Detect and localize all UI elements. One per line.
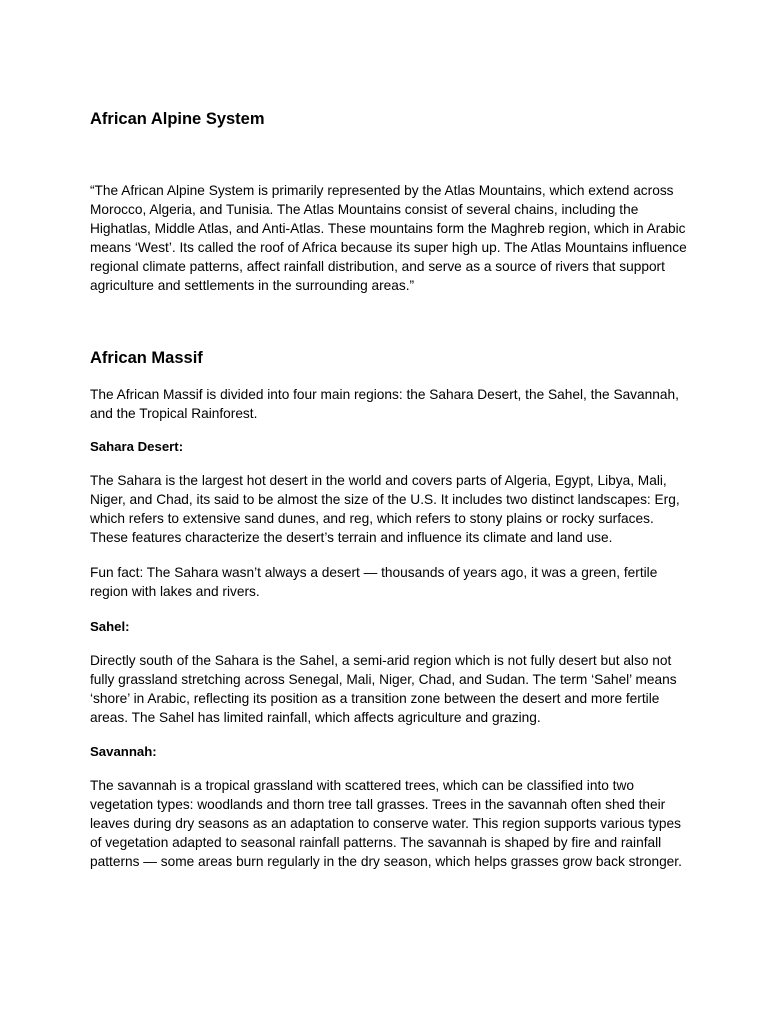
sahara-fun-fact: Fun fact: The Sahara wasn’t always a desert — thousands of years ago, it was a green, fertile region with lakes and rivers. <box>90 565 658 599</box>
massif-intro-paragraph: The African Massif is divided into four main regions: the Sahara Desert, the Sahel, the Savannah, and the Tropical Rainforest. <box>90 387 679 421</box>
savannah-paragraph: The savannah is a tropical grassland with scattered trees, which can be classified into two vegetation types: woodlands and thorn tree tall grasses. Trees in the savannah often shed their leaves during dry seasons as an adaptation to conserve water. This region supports various types of vegetation adapted to seasonal rainfall patterns. The savannah is shaped by fire and rainfall patterns — some areas burn regularly in the dry season, which helps grasses grow back stronger. <box>90 778 682 869</box>
sahara-paragraph: The Sahara is the largest hot desert in the world and covers parts of Algeria, Egypt, Libya, Mali, Niger, and Chad, its said to be almost the size of the U.S. It includes two distinct landscapes: Erg, which refers to extensive sand dunes, and reg, which refers to stony plains or rocky surfaces. These features characterize the desert’s terrain and influence its climate and land use. <box>90 473 680 545</box>
sahel-paragraph: Directly south of the Sahara is the Sahel, a semi-arid region which is not fully desert but also not fully grassland stretching across Senegal, Mali, Niger, Chad, and Sudan. The term ‘Sahel’ means ‘shore’ in Arabic, reflecting its position as a transition zone between the desert and more fertile areas. The Sahel has limited rainfall, which affects agriculture and grazing. <box>90 653 677 725</box>
section-title-african-massif: African Massif <box>90 349 203 367</box>
subheading-sahara-desert: Sahara Desert: <box>90 439 184 454</box>
subheading-savannah: Savannah: <box>90 744 157 759</box>
alpine-paragraph: “The African Alpine System is primarily represented by the Atlas Mountains, which extend across Morocco, Algeria, and Tunisia. The Atlas Mountains consist of several chains, including the Highatlas, Middle Atlas, and Anti-Atlas. These mountains form the Maghreb region, which in Arabic means ‘West’. Its called the roof of Africa because its super high up. The Atlas Mountains influence regional climate patterns, affect rainfall distribution, and serve as a source of rivers that support agriculture and settlements in the surrounding areas.” <box>90 183 687 293</box>
subheading-sahel: Sahel: <box>90 619 130 634</box>
section-title-african-alpine-system: African Alpine System <box>90 110 265 128</box>
